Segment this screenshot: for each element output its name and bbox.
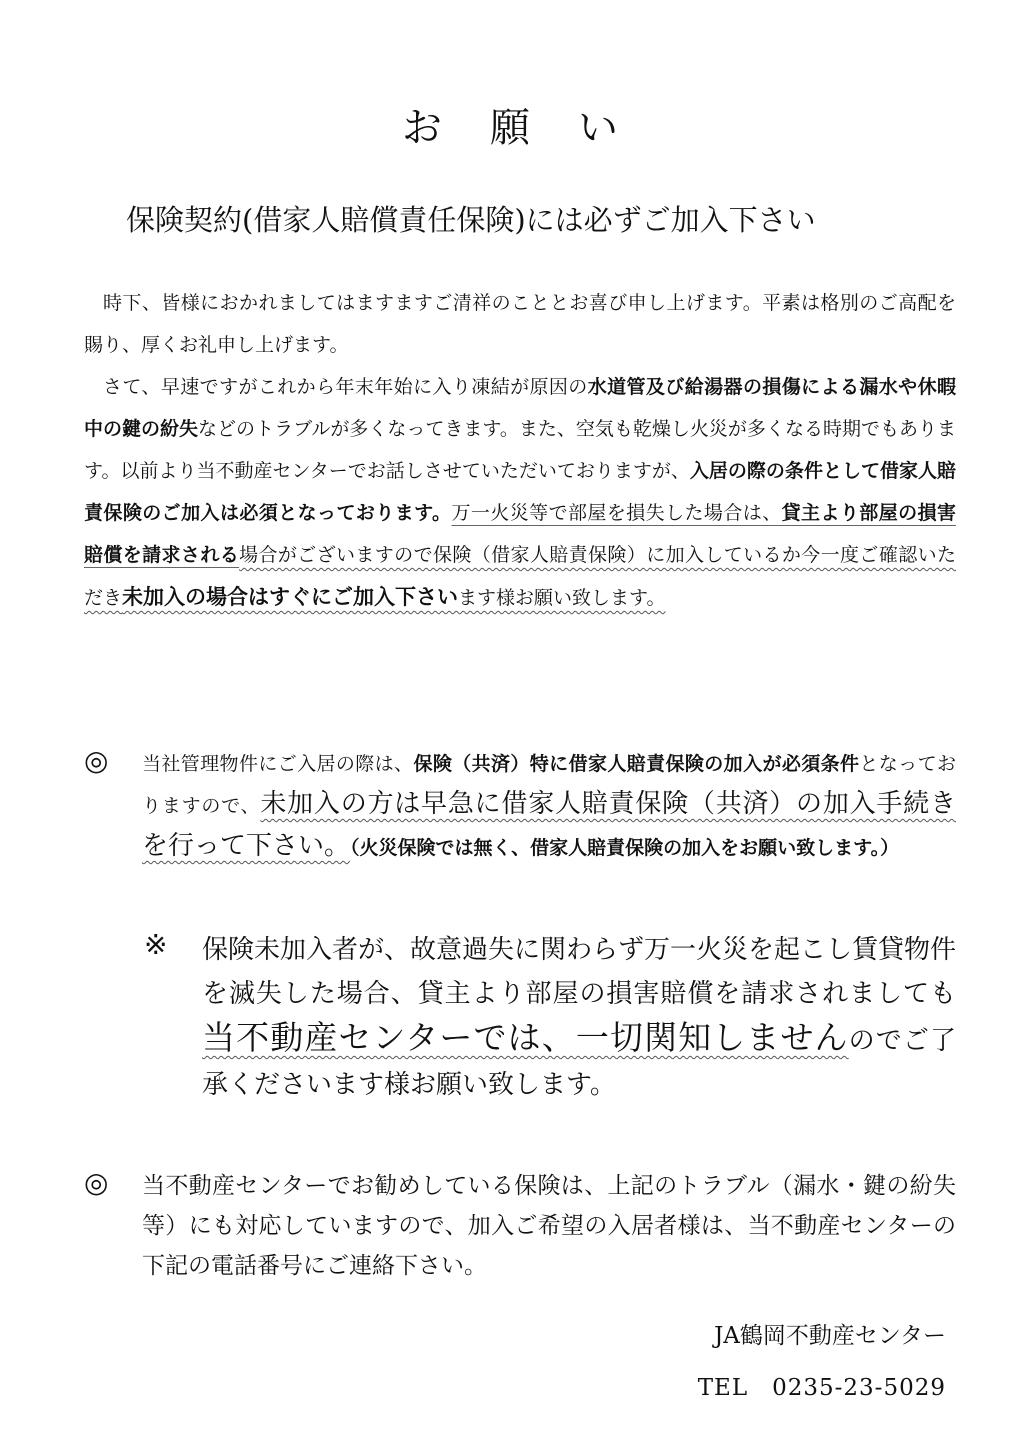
intro-section — [84, 282, 956, 619]
reference-mark-icon: ※ — [144, 928, 168, 961]
double-circle-icon: ◎ — [84, 1166, 109, 1199]
warning-text-c: のでご了承くださいます様お願い致します。 — [202, 1026, 956, 1100]
organization-name: JA鶴岡不動産センター — [714, 1323, 946, 1349]
intro-text: などのトラブルが多くなってきます。また、空気も乾燥し火災が多くなる時期でもあります。以前より当不動産センターでお話しさせていただいておりますが、 — [84, 418, 956, 482]
requirement-item — [84, 744, 956, 868]
warning-note — [144, 928, 956, 1107]
intro-emphasis-enroll: 未加入の場合はすぐにご加入下さい — [122, 585, 459, 609]
warning-text-a: 保険未加入者が、故意過失に関わらず万一火災を起こし賃貸物件を滅失した場合、貸主より部屋の損害賠償を請求されましても — [202, 935, 957, 1009]
contact-footer — [698, 1310, 946, 1414]
page-subtitle: 保険契約(借家人賠償責任保険)には必ずご加入下さい — [126, 203, 816, 237]
requirement-emphasis: 保険（共済）特に借家人賠責保険の加入が必須条件 — [413, 753, 860, 775]
intro-emphasis-claim: 貸主より部屋の損害賠償を請求される — [84, 502, 956, 566]
recommendation-item — [84, 1166, 956, 1286]
requirement-text-c: となっておりますので、 — [142, 753, 956, 817]
page-title — [0, 96, 1024, 153]
requirement-text — [142, 744, 956, 868]
double-circle-icon: ◎ — [84, 744, 109, 777]
telephone-line — [698, 1362, 946, 1414]
intro-emphasis-damage: 水道管及び給湯器の損傷による漏水や休暇中の鍵の紛失 — [84, 376, 956, 440]
intro-emphasis-requirement: 入居の際の条件として借家人賠責保険のご加入は必須となっております。 — [84, 460, 956, 524]
telephone-number: 0235-23-5029 — [772, 1375, 946, 1401]
recommendation-text: 当不動産センターでお勧めしている保険は、上記のトラブル（漏水・鍵の紛失等）にも対応していますので、加入ご希望の入居者様は、当不動産センターの下記の電話番号にご連絡下さい。 — [142, 1173, 956, 1279]
requirement-urgent-text: 未加入の方は早急に借家人賠責保険（共済）の加入手続きを行って下さい。 — [142, 789, 956, 861]
intro-underlined-text: ます様お願い致します。 — [458, 587, 666, 609]
telephone-label: TEL — [697, 1375, 749, 1401]
warning-text — [202, 928, 956, 1107]
intro-text: さて、早速ですがこれから年末年始に入り凍結が原因の — [103, 376, 588, 398]
title-char-2: 願 — [490, 105, 534, 151]
requirement-note: （火災保険では無く、借家人賠責保険の加入をお願い致します。） — [350, 837, 900, 859]
title-char-3: い — [578, 105, 622, 151]
requirement-text-a: 当社管理物件にご入居の際は、 — [142, 753, 414, 775]
intro-paragraph-1: 時下、皆様におかれましてはますますご清祥のこととお喜び申し上げます。平素は格別のご高配を賜り、厚くお礼申し上げます。 — [84, 292, 956, 356]
title-char-1: お — [402, 105, 446, 151]
intro-underlined-text: 場合がございますので保険（借家人賠責保険）に加入しているか今一度ご確認いただき — [84, 544, 956, 609]
warning-disclaimer: 当不動産センターでは、一切関知しません — [202, 1018, 849, 1057]
intro-paragraph-2 — [84, 366, 956, 619]
intro-underlined-text: 万一火災等で部屋を損失した場合は、 — [451, 502, 782, 524]
